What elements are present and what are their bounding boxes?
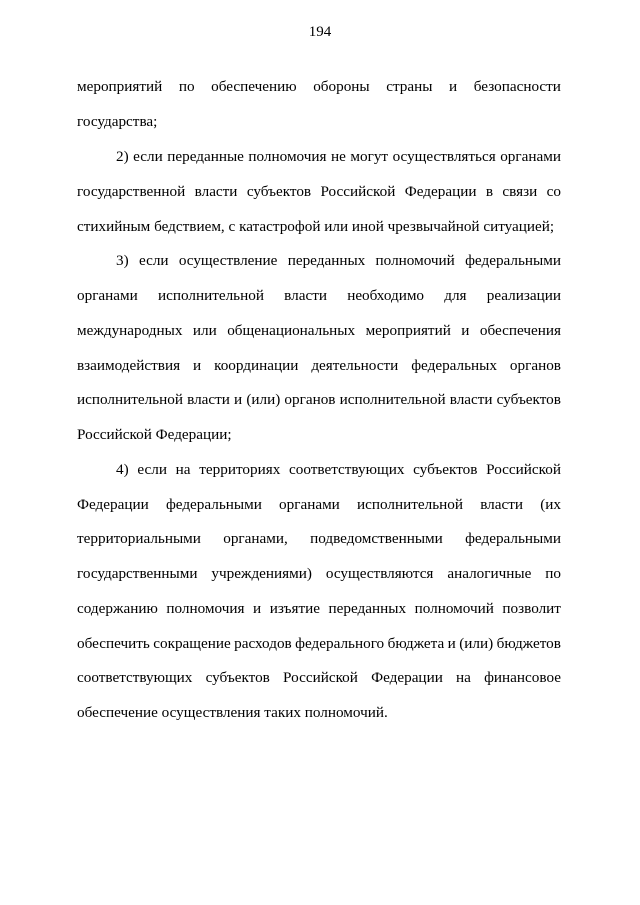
word: полномочия <box>166 600 245 617</box>
word: федеральных <box>411 357 497 374</box>
text-line <box>116 252 561 270</box>
word: и <box>253 600 262 617</box>
word: или <box>192 322 217 339</box>
word: (или) <box>459 635 494 652</box>
word: Федерации <box>404 183 477 200</box>
word: федерального <box>295 635 385 652</box>
text-line <box>77 391 561 409</box>
word: переданных <box>328 600 407 617</box>
word: органами, <box>223 530 288 547</box>
word: со <box>546 183 561 200</box>
word: сокращение <box>153 635 231 652</box>
text-line <box>77 600 561 618</box>
word: Федерации; <box>155 426 232 443</box>
text-line <box>116 148 561 166</box>
word: осуществления <box>161 704 261 721</box>
word: полномочий <box>375 252 455 269</box>
word: соответствующих <box>77 669 193 686</box>
word: международных <box>77 322 183 339</box>
word: координации <box>214 357 299 374</box>
word: Российской <box>320 183 396 200</box>
word: власти <box>187 391 230 408</box>
word: и <box>449 78 458 95</box>
word: исполнительной <box>357 496 463 513</box>
word: субъектов <box>205 669 270 686</box>
word: содержанию <box>77 600 158 617</box>
word: могут <box>350 148 389 165</box>
word: переданные <box>167 148 244 165</box>
word: 4) <box>116 461 129 478</box>
word: мероприятий <box>77 78 163 95</box>
word: государства; <box>77 113 158 130</box>
word: взаимодействия <box>77 357 181 374</box>
word: власти <box>480 496 523 513</box>
word: субъектов <box>413 461 478 478</box>
word: и <box>234 391 243 408</box>
word: органов <box>284 391 336 408</box>
word: если <box>137 461 167 478</box>
word: государственными <box>77 565 198 582</box>
word: осуществляться <box>392 148 496 165</box>
word: деятельности <box>311 357 399 374</box>
word: изъятие <box>269 600 320 617</box>
word: 3) <box>116 252 129 269</box>
word: страны <box>386 78 433 95</box>
word: и <box>193 357 202 374</box>
word: безопасности <box>473 78 561 95</box>
word: (их <box>540 496 561 513</box>
text-line <box>77 635 561 653</box>
word: соответствующих <box>289 461 405 478</box>
word: расходов <box>234 635 292 652</box>
text-line <box>77 357 561 375</box>
word: бюджета <box>387 635 445 652</box>
word: органами <box>500 148 561 165</box>
word: в <box>485 183 494 200</box>
word: связи <box>502 183 538 200</box>
word: подведомственными <box>310 530 443 547</box>
word: бюджетов <box>496 635 561 652</box>
word: исполнительной <box>157 287 264 304</box>
word: ситуацией; <box>483 218 555 235</box>
word: полномочий. <box>304 704 388 721</box>
word: федеральными <box>465 252 561 269</box>
word: обеспечения <box>479 322 561 339</box>
word: Федерации <box>77 496 149 513</box>
text-line <box>77 565 561 583</box>
word: обеспечению <box>211 78 297 95</box>
text-line <box>77 426 561 444</box>
word: если <box>133 148 163 165</box>
word: на <box>175 461 191 478</box>
word: таких <box>264 704 301 721</box>
word: с <box>228 218 236 235</box>
word: по <box>178 78 195 95</box>
word: органами <box>77 287 138 304</box>
word: или <box>324 218 349 235</box>
word: и <box>447 635 456 652</box>
word: федеральными <box>465 530 561 547</box>
word: исполнительной <box>339 391 446 408</box>
word: 2) <box>116 148 129 165</box>
word: территориальными <box>77 530 201 547</box>
word: для <box>444 287 467 304</box>
word: и <box>461 322 470 339</box>
word: территориях <box>199 461 281 478</box>
word: стихийным <box>77 218 151 235</box>
word: Российской <box>486 461 561 478</box>
word: осуществление <box>178 252 278 269</box>
word: органами <box>279 496 340 513</box>
page-number: 194 <box>308 24 332 40</box>
word: власти <box>284 287 327 304</box>
word: власти <box>194 183 238 200</box>
word: мероприятий <box>365 322 451 339</box>
word: обеспечение <box>77 704 158 721</box>
word: позволит <box>502 600 561 617</box>
word: органов <box>509 357 561 374</box>
text-line <box>77 113 561 131</box>
text-line <box>77 496 561 514</box>
word: осуществляются <box>325 565 434 582</box>
word: общенациональных <box>227 322 356 339</box>
word: финансовое <box>484 669 561 686</box>
word: не <box>331 148 346 165</box>
word: учреждениями) <box>211 565 312 582</box>
word: катастрофой <box>239 218 321 235</box>
text-line <box>77 530 561 548</box>
text-line <box>77 669 561 687</box>
word: чрезвычайной <box>387 218 480 235</box>
word: полномочия <box>248 148 327 165</box>
word: если <box>138 252 169 269</box>
word: Российской <box>283 669 358 686</box>
word: (или) <box>246 391 281 408</box>
word: на <box>456 669 471 686</box>
text-line <box>77 183 561 201</box>
word: власти <box>449 391 493 408</box>
word: необходимо <box>347 287 425 304</box>
word: субъектов <box>246 183 312 200</box>
word: аналогичные <box>447 565 532 582</box>
word: обороны <box>313 78 370 95</box>
word: реализации <box>486 287 561 304</box>
word: Российской <box>77 426 152 443</box>
text-line <box>116 461 561 479</box>
word: государственной <box>77 183 186 200</box>
text-line <box>77 287 561 305</box>
text-line <box>77 704 561 722</box>
text-line <box>77 322 561 340</box>
word: обеспечить <box>77 635 150 652</box>
word: Федерации <box>371 669 443 686</box>
word: бедствием, <box>154 218 225 235</box>
word: иной <box>351 218 384 235</box>
word: исполнительной <box>77 391 183 408</box>
word: субъектов <box>496 391 561 408</box>
word: переданных <box>287 252 366 269</box>
word: федеральными <box>165 496 262 513</box>
word: по <box>545 565 561 582</box>
text-line <box>77 78 561 96</box>
text-line <box>77 218 561 236</box>
word: полномочий <box>414 600 494 617</box>
